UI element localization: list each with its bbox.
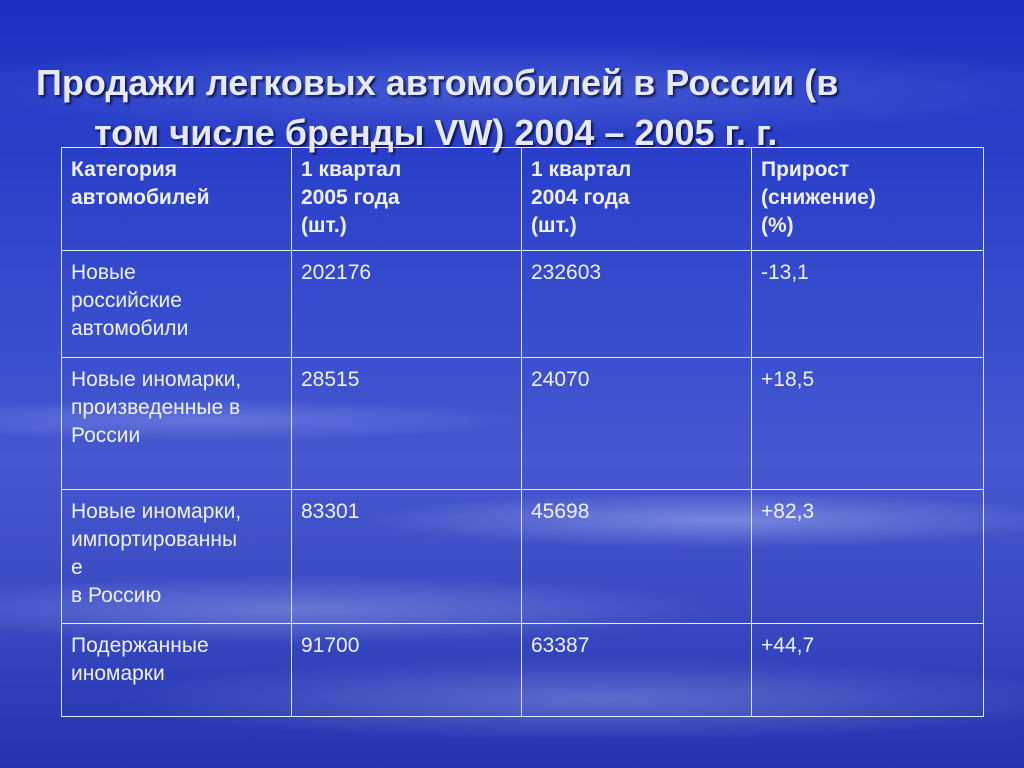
row-growth-cell: +82,3: [752, 490, 984, 624]
row-q1-2005-cell: 28515: [292, 358, 522, 490]
row-q1-2004-cell: 63387: [522, 624, 752, 717]
table-row: [62, 624, 984, 717]
table-header-row: [62, 148, 984, 251]
table-row: [62, 490, 984, 624]
header-q1-2005: 1 квартал 2005 года (шт.): [292, 148, 522, 251]
row-growth-cell: +18,5: [752, 358, 984, 490]
table-row: [62, 251, 984, 358]
header-growth: Прирост (снижение) (%): [752, 148, 984, 251]
row-q1-2004-cell: 24070: [522, 358, 752, 490]
header-category: Категория автомобилей: [62, 148, 292, 251]
slide-title-line-1: Продажи легковых автомобилей в России (в: [36, 62, 839, 103]
header-q1-2004: 1 квартал 2004 года (шт.): [522, 148, 752, 251]
row-category-cell: Новые российские автомобили: [62, 251, 292, 358]
row-category-cell: Подержанные иномарки: [62, 624, 292, 717]
row-category-cell: Новые иномарки, произведенные в России: [62, 358, 292, 490]
row-q1-2005-cell: 202176: [292, 251, 522, 358]
row-growth-cell: -13,1: [752, 251, 984, 358]
row-growth-cell: +44,7: [752, 624, 984, 717]
row-q1-2004-cell: 232603: [522, 251, 752, 358]
slide-title: [36, 58, 996, 158]
row-category-cell: Новые иномарки, импортированны е в Россию: [62, 490, 292, 624]
row-q1-2005-cell: 91700: [292, 624, 522, 717]
row-q1-2005-cell: 83301: [292, 490, 522, 624]
slide-title-line-2: том числе бренды VW) 2004 – 2005 г. г.: [94, 112, 778, 153]
sales-table: [61, 147, 984, 717]
row-q1-2004-cell: 45698: [522, 490, 752, 624]
sales-table-container: [61, 147, 984, 717]
table-row: [62, 358, 984, 490]
